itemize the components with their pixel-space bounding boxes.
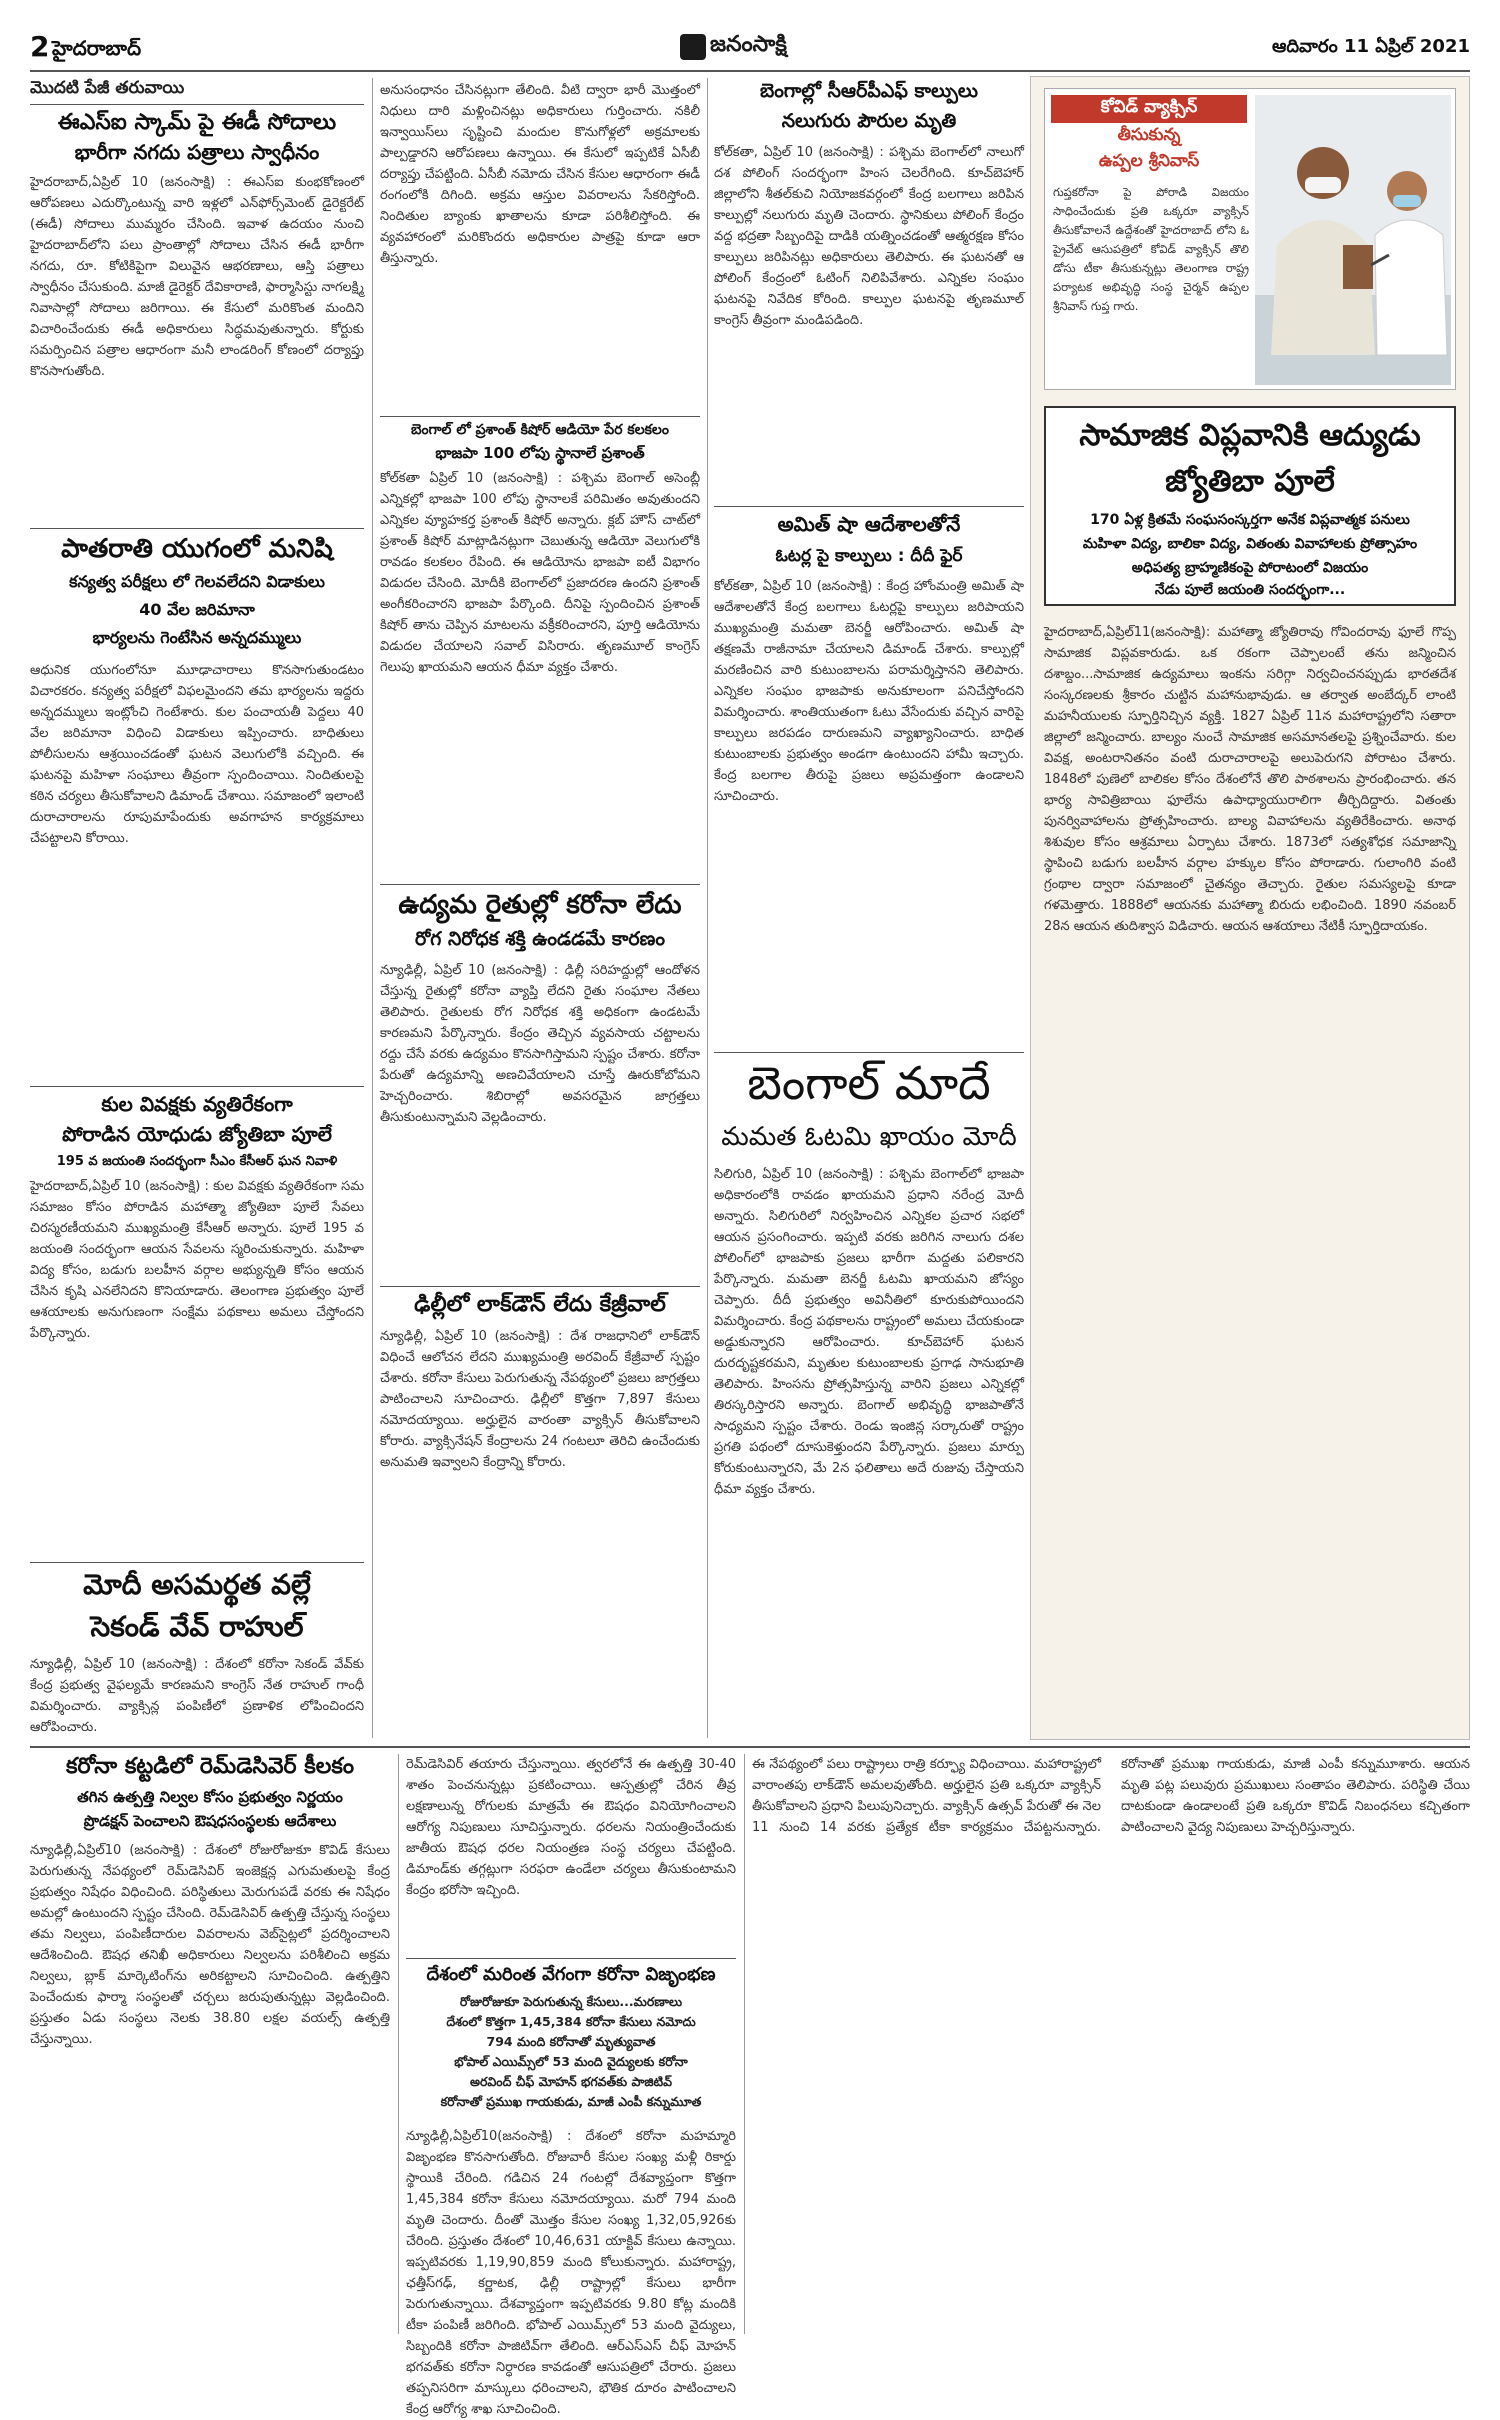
paper-logo <box>680 30 850 66</box>
esi-subhead: భారీగా నగదు పత్రాలు స్వాధీనం <box>74 140 320 164</box>
corona-highlight-5: అరవింద్ చీఫ్ మోహన్ భగవత్‌కు పాజిటివ్ <box>469 2074 673 2089</box>
corona-body-part <box>406 2126 736 2417</box>
corona-highlight-3: 794 మంది కరోనాతో మృత్యువాత <box>486 2034 656 2049</box>
stoneage-headline: పాతరాతి యుగంలో మనిషి <box>61 534 333 564</box>
col2-rule-2 <box>380 884 700 885</box>
corona-headline: దేశంలో మరింత వేగంగా కరోనా విజృంభణ <box>426 1964 716 1985</box>
rahul-body: న్యూఢిల్లీ, ఏప్రిల్ 10 (జనంసాక్షి) : దేశంలో కరోనా సెకండ్ వేవ్‌కు కేంద్ర ప్రభుత్వ వైఫల్యమే కారణమని కాంగ్రెస్ నేత రాహుల్ గాంధీ విమర్శించారు. వ్యాక్సిన్ల పంపిణీలో ప్రణాళిక లోపించిందని ఆరోపించారు. <box>30 1657 364 1735</box>
corona-highlight-1: రోజురోజుకూ పెరుగుతున్న కేసులు...మరణాలు <box>459 1994 683 2009</box>
col2-rule-1 <box>380 416 700 417</box>
delhi-headline: ఢిల్లీలో లాక్‌డౌన్ లేదు కేజ్రీవాల్ <box>414 1292 666 1317</box>
feature-sub-3: అధిపత్య బ్రాహ్మణికంపై పోరాటంలో విజయం <box>1131 560 1369 576</box>
phule-subhead: పోరాడిన యోధుడు జ్యోతిబా పూలే <box>62 1122 332 1146</box>
rahul-subhead: సెకండ్ వేవ్ రాహుల్ <box>90 1610 304 1643</box>
stoneage-subhead-2: 40 వేల జరిమానా <box>139 600 255 619</box>
delhi-body: న్యూఢిల్లీ, ఏప్రిల్ 10 (జనంసాక్షి) : దేశ రాజధానిలో లాక్‌డౌన్ విధించే ఆలోచన లేదని ముఖ్యమంత్రి అరవింద్ కేజ్రీవాల్ స్పష్టం చేశారు. కరోనా కేసులు పెరుగుతున్న నేపథ్యంలో ప్రజలు జాగ్రత్తలు పాటించాలని సూచించారు. ఢిల్లీలో కొత్తగా 7,897 కేసులు నమోదయ్యాయి. అర్హులైన వారంతా వ్యాక్సిన్ తీసుకోవాలని కోరారు. వ్యాక్సినేషన్ కేంద్రాలను 24 గంటలూ తెరిచి ఉంచేందుకు అనుమతి ఇవ్వాలని కేంద్రాన్ని కోరారు. <box>380 1329 700 1470</box>
feature-headline: సామాజిక విప్లవానికి ఆద్యుడు <box>1079 418 1421 453</box>
remdesivir-subhead: తగిన ఉత్పత్తి నిల్వల కోసం ప్రభుత్వం నిర్ణయం <box>77 1788 343 1806</box>
corona-box-rule <box>406 1958 736 1959</box>
bengal-subhead: మమత ఓటమి ఖాయం మోదీ <box>721 1122 1017 1152</box>
section-label: మొదటి పేజీ తరువాయి <box>30 78 185 98</box>
col-separator-1 <box>372 78 373 1738</box>
vaccine-photo <box>1255 95 1451 385</box>
corona-highlight-6: కరోనాతో ప్రముఖ గాయకుడు, మాజీ ఎంపీ కన్నుమూత <box>440 2094 702 2109</box>
vaccine-title-1: కోవిడ్ వ్యాక్సిన్ <box>1051 95 1247 123</box>
corona-body-lead: న్యూఢిల్లీ,ఏప్రిల్10(జనంసాక్షి) : దేశంలో కరోనా మహమ్మారి విజృంభణ కొనసాగుతోంది. రోజువారీ కేసుల సంఖ్య మళ్లీ రికార్డు స్థాయికి చేరింది. గడిచిన 24 గంటల్లో దేశవ్యాప్తంగా కొత్తగా 1,45,384 కరోనా కేసులు నమోదయ్యాయి. మరో 794 మంది మృతి చెందారు. దీంతో మొత్తం కేసుల సంఖ్య 1,32,05,926కు చేరింది. ప్రస్తుతం దేశంలో 10,46,631 యాక్టివ్ కేసులు ఉన్నాయి. ఇప్పటివరకు 1,19,90,859 మంది కోలుకున్నారు. మహారాష్ట్ర, ఛత్తీస్‌గఢ్, కర్ణాటక, ఢిల్లీ రాష్ట్రాల్లో కేసులు భారీగా పెరుగుతున్నాయి. దేశవ్యాప్తంగా ఇప్పటివరకు 9.80 కోట్ల మందికి టీకా పంపిణీ జరిగింది. భోపాల్ ఎయిమ్స్‌లో 53 మంది వైద్యులు, సిబ్బందికి కరోనా పాజిటివ్‌గా తేలింది. ఆర్‌ఎస్‌ఎస్ చీఫ్ మోహన్ భగవత్‌కు కరోనా నిర్ధారణ కావడంతో ఆసుపత్రిలో చేరారు. ప్రజలు తప్పనిసరిగా మాస్కులు ధరించాలని, భౌతిక దూరం పాటించాలని కేంద్ర ఆరోగ్య శాఖ సూచించింది. <box>406 2129 736 2417</box>
crpf-headline: బెంగాల్లో సీఆర్‌పీఎఫ్ కాల్పులు <box>760 80 978 102</box>
pk-body: కోల్‌కతా ఏప్రిల్ 10 (జనంసాక్షి) : పశ్చిమ బెంగాల్ అసెంబ్లీ ఎన్నికల్లో భాజపా 100 లోపు స్థానాలకే పరిమితం అవుతుందని ఎన్నికల వ్యూహకర్త ప్రశాంత్ కిషోర్ అన్నారు. క్లబ్ హౌస్ చాట్‌లో ప్రశాంత్ కిషోర్ మాట్లాడినట్లుగా చెబుతున్న ఆడియో వెలుగులోకి రావడం కలకలం రేపింది. ఈ ఆడియోను భాజపా ఐటీ విభాగం విడుదల చేసింది. మోదీకి బెంగాల్‌లో ప్రజాదరణ ఉందని ప్రశాంత్ అంగీకరించారని భాజపా పేర్కొంది. దీనిపై స్పందించిన ప్రశాంత్ కిషోర్ తాను చెప్పిన మాటలను వక్రీకరించారని, పూర్తి ఆడియోను విడుదల చేయాలని సవాల్ విసిరారు. తృణమూల్ కాంగ్రెస్ గెలుపు ఖాయమని ఆయన ధీమా వ్యక్తం చేశారు. <box>380 471 700 675</box>
col2-rule-3 <box>380 1286 700 1287</box>
phule-feature-header <box>1044 406 1456 606</box>
pk-subhead: భాజపా 100 లోపు స్థానాలే ప్రశాంత్ <box>435 444 645 462</box>
corona-body-continued: ఈ నేపథ్యంలో పలు రాష్ట్రాలు రాత్రి కర్ఫ్యూ విధించాయి. మహారాష్ట్రలో వారాంతపు లాక్‌డౌన్ అమలవుతోంది. అర్హులైన ప్రతి ఒక్కరూ వ్యాక్సిన్ తీసుకోవాలని ప్రధాని పిలుపునిచ్చారు. వ్యాక్సిన్ ఉత్సవ్ పేరుతో ఈ నెల 11 నుంచి 14 వరకు ప్రత్యేక టీకా కార్యక్రమం చేపట్టనున్నారు. కరోనాతో ప్రముఖ గాయకుడు, మాజీ ఎంపీ కన్నుమూశారు. ఆయన మృతి పట్ల పలువురు ప్రముఖులు సంతాపం తెలిపారు. పరిస్థితి చేయి దాటకుండా ఉండాలంటే ప్రతి ఒక్కరూ కొవిడ్ నిబంధనలు కచ్చితంగా పాటించాలని వైద్య నిపుణులు హెచ్చరిస్తున్నారు. <box>752 1757 1470 1835</box>
feature-body: హైదరాబాద్,ఏప్రిల్11(జనంసాక్షి): మహాత్మా జ్యోతిరావు గోవిందరావు ఫూలే గొప్ప సామాజిక విప్లవకారుడు. ఒక రకంగా చెప్పాలంటే తను జన్మించిన దశాబ్దం...సామాజిక ఉద్యమాలు ఇంకను సరిగ్గా నిర్వచించనప్పుడు భారతదేశ సంస్కరణలకు శ్రీకారం చుట్టిన మహానుభావుడు. ఆ తర్వాత అంబేద్కర్ లాంటి మహనీయులకు స్ఫూర్తినిచ్చిన వ్యక్తి. 1827 ఏప్రిల్ 11న మహారాష్ట్రలోని సతారా జిల్లాలో జన్మించారు. బాల్యం నుంచే సామాజిక అసమానతలపై ప్రశ్నించేవారు. కుల వివక్ష, అంటరానితనం వంటి దురాచారాలపై అలుపెరుగని పోరాటం చేశారు. 1848లో పుణెలో బాలికల కోసం దేశంలోనే తొలి పాఠశాలను ప్రారంభించారు. తన భార్య సావిత్రిబాయి ఫూలేను ఉపాధ్యాయురాలిగా తీర్చిదిద్దారు. వితంతు పునర్వివాహాలను ప్రోత్సహించారు. బాల్య వివాహాలను వ్యతిరేకించారు. అనాథ శిశువుల కోసం ఆశ్రమాలు ఏర్పాటు చేశారు. 1873లో సత్యశోధక సమాజాన్ని స్థాపించి బడుగు బలహీన వర్గాల హక్కుల కోసం పోరాడారు. గులాంగిరి వంటి గ్రంథాల ద్వారా సమాజంలో చైతన్యం తెచ్చారు. రైతుల సమస్యలపై కూడా గళమెత్తారు. 1888లో ఆయనకు మహాత్మా బిరుదు లభించింది. 1890 నవంబర్ 28న ఆయన తుదిశ్వాస విడిచారు. ఆయన ఆశయాలు నేటికీ స్ఫూర్తిదాయకం. <box>1044 625 1456 934</box>
feature-sub-1: 170 ఏళ్ల క్రితమే సంఘసంస్కర్తగా అనేక విప్లవాత్మక పనులు <box>1090 512 1410 528</box>
farmers-subhead: రోగ నిరోధక శక్తి ఉండడమే కారణం <box>415 928 665 950</box>
city-label: హైదరాబాద్ <box>52 36 142 60</box>
logo-mark <box>680 34 706 60</box>
pk-headline: బెంగాల్ లో ప్రశాంత్ కిషోర్ ఆడియో పేర కలకలం <box>411 422 669 438</box>
stoneage-body: ఆధునిక యుగంలోనూ మూఢాచారాలు కొనసాగుతుండటం విచారకరం. కన్యత్వ పరీక్షలో విఫలమైందని తమ భార్యలను ఇద్దరు అన్నదమ్ములు ఇంట్లోంచి గెంటేశారు. కుల పంచాయతీ పెద్దలు 40 వేల జరిమానా విధించి విడాకులు ఇప్పించారు. బాధితులు పోలీసులను ఆశ్రయించడంతో ఘటన వెలుగులోకి వచ్చింది. ఈ ఘటనపై మహిళా సంఘాలు తీవ్రంగా స్పందించాయి. నిందితులపై కఠిన చర్యలు తీసుకోవాలని డిమాండ్ చేశాయి. సమాజంలో ఇలాంటి దురాచారాలను రూపుమాపేందుకు అవగాహన కార్యక్రమాలు చేపట్టాలని కోరాయి. <box>30 663 364 846</box>
masthead <box>30 30 1470 70</box>
masthead-rule <box>30 70 1470 72</box>
remdesivir-body: న్యూఢిల్లీ,ఏప్రిల్10 (జనంసాక్షి) : దేశంలో రోజురోజుకూ కొవిడ్ కేసులు పెరుగుతున్న నేపథ్యంలో రెమ్‌డెసివిర్ ఇంజెక్షన్ల ఎగుమతులపై కేంద్ర ప్రభుత్వం నిషేధం విధించింది. పరిస్థితులు మెరుగుపడే వరకు ఈ నిషేధం అమల్లో ఉంటుందని స్పష్టం చేసింది. రెమ్‌డెసివిర్ ఉత్పత్తి చేస్తున్న సంస్థలు తమ నిల్వలు, పంపిణీదారుల వివరాలను వెబ్‌సైట్లలో ప్రదర్శించాలని ఆదేశించింది. ఔషధ తనిఖీ అధికారులు నిల్వలను పరిశీలించి అక్రమ నిల్వలు, బ్లాక్ మార్కెటింగ్‌ను అరికట్టాలని సూచించింది. ఉత్పత్తిని పెంచేందుకు ఫార్మా సంస్థలతో చర్చలు జరుపుతున్నట్లు వెల్లడించింది. ప్రస్తుతం ఏడు సంస్థలు నెలకు 38.80 లక్షల వయల్స్ ఉత్పత్తి చేస్తున్నాయి. <box>30 1843 390 2047</box>
crpf-body: కోల్‌కతా, ఏప్రిల్ 10 (జనంసాక్షి) : పశ్చిమ బెంగాల్‌లో నాలుగో దశ పోలింగ్ సందర్భంగా హింస చెలరేగింది. కూచ్‌బెహార్ జిల్లాలోని శీతల్‌కుచి నియోజకవర్గంలో కేంద్ర బలగాలు జరిపిన కాల్పుల్లో నలుగురు మృతి చెందారు. స్థానికులు పోలింగ్ కేంద్రం వద్ద భద్రతా సిబ్బందిపై దాడికి యత్నించడంతో ఆత్మరక్షణ కోసం కాల్పులు జరిపినట్లు అధికారులు తెలిపారు. ఈ ఘటనతో ఆ పోలింగ్ కేంద్రంలో ఓటింగ్ నిలిపివేశారు. ఎన్నికల సంఘం ఘటనపై నివేదిక కోరింది. కాల్పుల ఘటనపై తృణమూల్ కాంగ్రెస్ తీవ్రంగా మండిపడింది. <box>714 145 1024 328</box>
vaccine-photo-box <box>1044 88 1456 390</box>
page-number: 2 <box>30 30 50 63</box>
bottom-separator-2 <box>744 1754 745 2334</box>
bottom-separator-1 <box>398 1754 399 2334</box>
bengal-body: సిలిగురి, ఏప్రిల్ 10 (జనంసాక్షి) : పశ్చిమ బెంగాల్‌లో భాజపా అధికారంలోకి రావడం ఖాయమని ప్రధాని నరేంద్ర మోదీ అన్నారు. సిలిగురిలో నిర్వహించిన ఎన్నికల ప్రచార సభలో ఆయన ప్రసంగించారు. ఇప్పటి వరకు జరిగిన నాలుగు దశల పోలింగ్‌లో భాజపాకు ప్రజలు భారీగా మద్దతు పలికారని పేర్కొన్నారు. మమతా బెనర్జీ ఓటమి ఖాయమని జోస్యం చెప్పారు. దీదీ ప్రభుత్వం అవినీతిలో కూరుకుపోయిందని విమర్శించారు. కేంద్ర పథకాలను రాష్ట్రంలో అమలు చేయకుండా అడ్డుకున్నారని ఆరోపించారు. కూచ్‌బెహార్ ఘటన దురదృష్టకరమని, మృతుల కుటుంబాలకు ప్రగాఢ సానుభూతి తెలిపారు. హింసను ప్రోత్సహిస్తున్న వారిని ప్రజలు ఎన్నికల్లో తిరస్కరిస్తారని అన్నారు. బెంగాల్ అభివృద్ధి భాజపాతోనే సాధ్యమని స్పష్టం చేశారు. రెండు ఇంజిన్ల సర్కారుతో రాష్ట్రం ప్రగతి పథంలో దూసుకెళ్తుందని పేర్కొన్నారు. ప్రజలు మార్పు కోరుకుంటున్నారని, మే 2న ఫలితాలు అదే రుజువు చేస్తాయని ధీమా వ్యక్తం చేశారు. <box>714 1167 1024 1497</box>
farmers-body: న్యూఢిల్లీ, ఏప్రిల్ 10 (జనంసాక్షి) : ఢిల్లీ సరిహద్దుల్లో ఆందోళన చేస్తున్న రైతుల్లో కరోనా వ్యాప్తి లేదని రైతు సంఘాల నేతలు తెలిపారు. రైతులకు రోగ నిరోధక శక్తి అధికంగా ఉండటమే కారణమని పేర్కొన్నారు. కేంద్రం తెచ్చిన వ్యవసాయ చట్టాలను రద్దు చేసే వరకు ఉద్యమం కొనసాగిస్తామని స్పష్టం చేశారు. కరోనా పేరుతో ఉద్యమాన్ని అణచివేయాలని చూస్తే ఊరుకోబోమని హెచ్చరించారు. శిబిరాల్లో అవసరమైన జాగ్రత్తలు తీసుకుంటున్నామని వెల్లడించారు. <box>380 963 700 1125</box>
paper-name: జనంసాక్షి <box>710 32 787 57</box>
esi-continued-body: అనుసంధానం చేసినట్లుగా తేలింది. వీటి ద్వారా భారీ మొత్తంలో నిధులు దారి మళ్లించినట్లు అధికారులు గుర్తించారు. నకిలీ ఇన్వాయిస్‌లు సృష్టించి మందుల కొనుగోళ్లలో అక్రమాలకు పాల్పడ్డారని ఆరోపణలు ఉన్నాయి. ఈ కేసులో ఇప్పటికే ఏసీబీ దర్యాప్తు చేపట్టింది. ఏసీబీ నమోదు చేసిన కేసుల ఆధారంగా ఈడీ రంగంలోకి దిగింది. అక్రమ ఆస్తుల వివరాలను సేకరిస్తోంది. నిందితుల బ్యాంకు ఖాతాలను కూడా పరిశీలిస్తోంది. ఈ వ్యవహారంలో మరికొందరు అధికారుల పాత్రపై కూడా ఆరా తీస్తున్నారు. <box>380 83 700 266</box>
corona-highlights <box>406 1992 736 2122</box>
stoneage-subhead: కన్యత్వ పరీక్షలు లో గెలవలేదని విడాకులు <box>69 572 325 591</box>
amitshah-subhead: ఓటర్ల పై కాల్పులు : దీదీ ఫైర్ <box>775 546 963 566</box>
vaccine-caption: గుప్తకరోనా పై పోరాడి విజయం సాధించేందుకు ప్రతి ఒక్కరూ వ్యాక్సిన్ తీసుకోవాలనే ఉద్దేశంతో హైదరాబాద్ లోని ఓ ప్రైవేట్ ఆసుపత్రిలో కోవిడ్ వ్యాక్సిన్ తొలి డోసు టీకా తీసుకున్నట్లు తెలంగాణ రాష్ట్ర పర్యాటక అభివృద్ధి సంస్థ చైర్మన్ ఉప్పల శ్రీనివాస్ గుప్త గారు. <box>1053 185 1249 313</box>
feature-sub-4: నేడు పూలే జయంతి సందర్భంగా... <box>1154 582 1346 598</box>
esi-body: హైదరాబాద్,ఏప్రిల్ 10 (జనంసాక్షి) : ఈఎస్ఐ కుంభకోణంలో ఆరోపణలు ఎదుర్కొంటున్న వారి ఇళ్లలో ఎన్‌ఫోర్స్‌మెంట్ డైరెక్టరేట్ (ఈడీ) సోదాలు ముమ్మరం చేసింది. ఇవాళ ఉదయం నుంచి హైదరాబాద్‌లోని పలు ప్రాంతాల్లో సోదాలు చేసిన ఈడీ భారీగా నగదు, రూ. కోటికిపైగా విలువైన ఆభరణాలు, ఆస్తి పత్రాలు స్వాధీనం చేసుకుంది. మాజీ డైరెక్టర్ దేవికారాణి, ఫార్మాసిస్టు నాగలక్ష్మి నివాసాల్లో సోదాలు జరిగాయి. ఈ కేసులో మరికొంత మందిని విచారించేందుకు ఈడీ అధికారులు సిద్ధమవుతున్నారు. కోర్టుకు సమర్పించిన పత్రాల ఆధారంగా మనీ లాండరింగ్ కోణంలో దర్యాప్తు కొనసాగుతోంది. <box>30 175 364 379</box>
esi-headline: ఈఎస్ఐ స్కామ్ పై ఈడీ సోదాలు <box>57 110 337 135</box>
bengal-headline: బెంగాల్ మాదే <box>747 1056 991 1110</box>
farmers-headline: ఉద్యమ రైతుల్లో కరోనా లేదు <box>398 890 682 920</box>
col1-rule-2 <box>30 528 364 529</box>
col1-rule-4 <box>30 1562 364 1563</box>
corona-highlight-2: దేశంలో కొత్తగా 1,45,384 కరోనా కేసులు నమోదు <box>446 2014 696 2029</box>
crpf-subhead: నలుగురు పౌరుల మృతి <box>781 110 957 132</box>
rahul-headline: మోదీ అసమర్థత వల్లే <box>83 1568 311 1601</box>
vaccine-title-3: ఉప్పల శ్రీనివాస్ <box>1098 151 1200 171</box>
amitshah-headline: అమిత్ షా ఆదేశాలతోనే <box>777 512 961 536</box>
stoneage-subhead-3: భార్యలను గెంటేసిన అన్నదమ్ములు <box>92 628 302 647</box>
feature-sub-2: మహిళా విద్య, బాలికా విద్య, వితంతు వివాహాలకు ప్రోత్సాహం <box>1082 536 1418 552</box>
issue-date: ఆదివారం 11 ఏప్రిల్ 2021 <box>1271 36 1470 57</box>
feature-headline-2: జ్యోతిబా పూలే <box>1165 464 1335 499</box>
col1-rule-3 <box>30 1086 364 1087</box>
phule-body: హైదరాబాద్,ఏప్రిల్ 10 (జనంసాక్షి) : కుల వివక్షకు వ్యతిరేకంగా సమ సమాజం కోసం పోరాడిన మహాత్మా జ్యోతిబా పూలే సేవలు చిరస్మరణీయమని ముఖ్యమంత్రి కేసీఆర్ అన్నారు. పూలే 195 వ జయంతి సందర్భంగా ఆయన సేవలను స్మరించుకున్నారు. మహిళా విద్య కోసం, బడుగు బలహీన వర్గాల అభ్యున్నతి కోసం ఆయన చేసిన కృషి ఎనలేనిదని కొనియాడారు. తెలంగాణ ప్రభుత్వం పూలే ఆశయాలకు అనుగుణంగా సంక్షేమ పథకాలు అమలు చేస్తోందని పేర్కొన్నారు. <box>30 1179 364 1341</box>
amitshah-body: కోల్‌కతా, ఏప్రిల్ 10 (జనంసాక్షి) : కేంద్ర హోంమంత్రి అమిత్ షా ఆదేశాలతోనే కేంద్ర బలగాలు ఓటర్లపై కాల్పులు జరిపాయని ముఖ్యమంత్రి మమతా బెనర్జీ ఆరోపించారు. అమిత్ షా తక్షణమే రాజీనామా చేయాలని డిమాండ్ చేశారు. కాల్పుల్లో మరణించిన వారి కుటుంబాలను పరామర్శిస్తానని తెలిపారు. ఎన్నికల సంఘం భాజపాకు అనుకూలంగా పనిచేస్తోందని విమర్శించారు. శాంతియుతంగా ఓటు వేసేందుకు వచ్చిన వారిపై కాల్పులు జరపడం దారుణమని వ్యాఖ్యానించారు. బాధిత కుటుంబాలకు ప్రభుత్వం అండగా ఉంటుందని హామీ ఇచ్చారు. కేంద్ర బలగాల తీరుపై ప్రజలు అప్రమత్తంగా ఉండాలని సూచించారు. <box>714 579 1024 804</box>
remdesivir-headline: కరోనా కట్టడిలో రెమ్‌డెసివెర్ కీలకం <box>66 1754 354 1779</box>
col3-rule-1 <box>714 506 1024 507</box>
vaccination-illustration <box>1255 95 1451 385</box>
bottom-section-rule <box>30 1746 1470 1748</box>
remdesivir-subhead-2: ప్రొడక్షన్ పెంచాలని ఔషధసంస్థలకు ఆదేశాలు <box>83 1812 337 1830</box>
col3-rule-2 <box>714 1052 1024 1053</box>
vaccine-title-2: తీసుకున్న <box>1117 125 1181 145</box>
phule-headline: కుల వివక్షకు వ్యతిరేకంగా <box>101 1092 293 1116</box>
col1-rule <box>30 104 364 105</box>
phule-kicker: 195 వ జయంతి సందర్భంగా సీఎం కేసీఆర్ ఘన నివాళి <box>56 1154 338 1169</box>
remdesivir-body-continued: రెమ్‌డెసివిర్ తయారు చేస్తున్నాయి. త్వరలోనే ఈ ఉత్పత్తి 30-40 శాతం పెంచనున్నట్లు ప్రకటించాయి. ఆస్పత్రుల్లో చేరిన తీవ్ర లక్షణాలున్న రోగులకు మాత్రమే ఈ ఔషధం వినియోగించాలని ఆరోగ్య నిపుణులు సూచిస్తున్నారు. ధరలను నియంత్రించేందుకు జాతీయ ఔషధ ధరల నియంత్రణ సంస్థ చర్యలు చేపట్టింది. డిమాండ్‌కు తగ్గట్లుగా సరఫరా ఉండేలా చర్యలు తీసుకుంటామని కేంద్రం భరోసా ఇచ్చింది. <box>406 1757 736 1898</box>
col-separator-2 <box>707 78 708 1738</box>
corona-highlight-4: భోపాల్ ఎయిమ్స్‌లో 53 మంది వైద్యులకు కరోనా <box>454 2054 688 2069</box>
